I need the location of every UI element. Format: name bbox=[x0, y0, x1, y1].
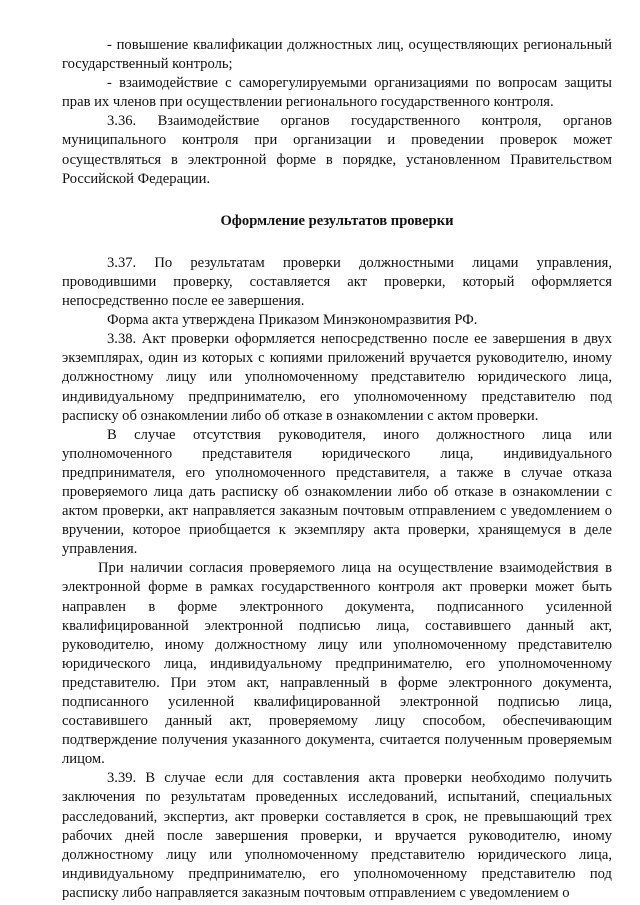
section-heading: Оформление результатов проверки bbox=[220, 212, 454, 229]
paragraph-3-36: 3.36. Взаимодействие органов государственного контроля, органов муниципального контроля при организации и проведении проверок может осуществляться в электронной форме в порядке, установленном Правительством Российской Федерации. bbox=[62, 113, 612, 187]
paragraph-3-38: 3.38. Акт проверки оформляется непосредственно после ее завершения в двух экземплярах, один из которых с копиями приложений вручается руководителю, иному должностному лицу или уполномоченному представителю юридического лица, индивидуальному предпринимателю, его уполномоченному представителю под расписку об ознакомлении либо об отказе в ознакомлении с актом проверки. bbox=[62, 331, 612, 424]
document-page bbox=[62, 36, 612, 903]
paragraph-sro-interaction: - взаимодействие с саморегулируемыми организациями по вопросам защиты прав их членов при осуществлении регионального государственного контроля. bbox=[62, 75, 612, 111]
paragraph-electronic-consent: При наличии согласия проверяемого лица на осуществление взаимодействия в электронной форме в рамках государственного контроля акт проверки может быть направлен в форме электронного документа, подписанного усиленной квалифицированной электронной подписью лица, составившего данный акт, руководителю, иному должностному лицу или уполномоченному представителю юридического лица, индивидуальному предпринимателю, его уполномоченному представителю. При этом акт, направленный в форме электронного документа, подписанного усиленной квалифицированной электронной подписью лица, составившего данный акт, проверяемому лицу способом, обеспечивающим подтверждение получения указанного документа, считается полученным проверяемым лицом. bbox=[62, 560, 612, 768]
paragraph-absence-case: В случае отсутствия руководителя, иного должностного лица или уполномоченного представителя юридического лица, индивидуального предпринимателя, его уполномоченного представителя, а также в случае отказа проверяемого лица дать расписку об ознакомлении либо об отказе в ознакомлении с актом проверки, акт направляется заказным почтовым отправлением с уведомлением о вручении, которое приобщается к экземпляру акта проверки, хранящемуся в деле управления. bbox=[62, 426, 612, 558]
paragraph-3-37: 3.37. По результатам проверки должностными лицами управления, проводившими проверку, составляется акт проверки, который оформляется непосредственно после ее завершения. bbox=[62, 254, 612, 310]
paragraph-3-39: 3.39. В случае если для составления акта проверки необходимо получить заключения по результатам проведенных исследований, испытаний, специальных расследований, экспертиз, акт проверки составляется в срок, не превышающий трех рабочих дней после завершения проверки, и вручается руководителю, иному должностному лицу или уполномоченному представителю юридического лица, индивидуальному предпринимателю, его уполномоченному представителю под расписку либо направляется заказным почтовым отправлением с уведомлением о bbox=[62, 770, 612, 901]
paragraph-qualification: - повышение квалификации должностных лиц, осуществляющих региональный государственный контроль; bbox=[62, 37, 612, 73]
paragraph-act-form: Форма акта утверждена Приказом Минэкономразвития РФ. bbox=[107, 312, 478, 329]
